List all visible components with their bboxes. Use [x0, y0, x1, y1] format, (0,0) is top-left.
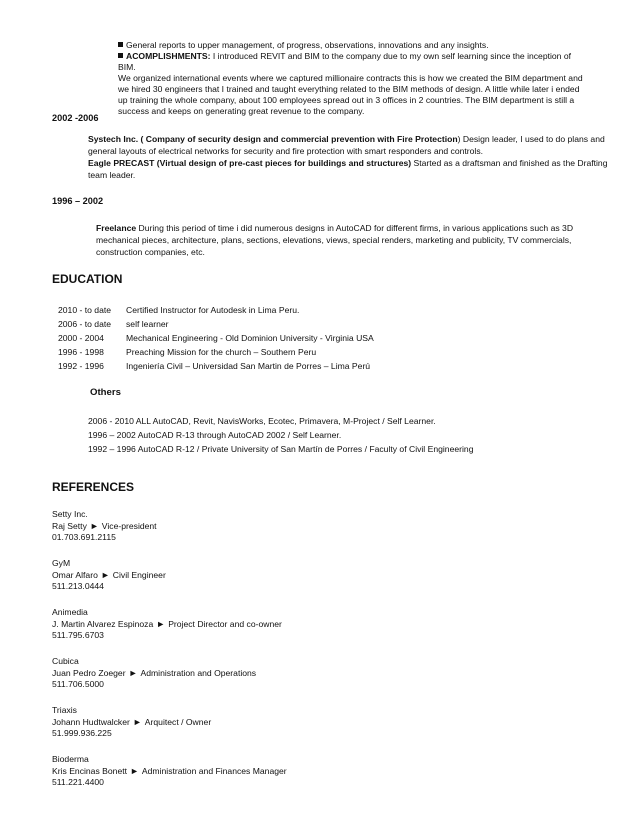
reference-name: J. Martin Alvarez Espinoza: [52, 618, 154, 629]
freelance-label: Freelance: [96, 223, 137, 233]
freelance-entry: [96, 222, 596, 258]
accomplishments-text: I introduced REVIT and BIM to the company due to my own self learning since the inception of BIM.: [118, 51, 572, 72]
others-line: 1992 – 1996 AutoCAD R-12 / Private University of San Martín de Porres / Faculty of Civil Engineering: [88, 444, 474, 454]
reference-company: Bioderma: [52, 754, 89, 764]
accomplishments-section: [118, 40, 588, 117]
reference-entry: [52, 509, 157, 544]
education-text: Preaching Mission for the church – Southern Peru: [126, 347, 317, 357]
reference-role: Civil Engineer: [112, 569, 166, 580]
reference-name: Raj Setty: [52, 520, 87, 531]
freelance-line: construction companies, etc.: [96, 247, 205, 257]
freelance-line: mechanical pieces, architecture, plans, sections, elevations, views, special renders, marketing and publicity, TV commercials,: [96, 235, 572, 245]
reference-company: Setty Inc.: [52, 509, 88, 519]
reference-role: Administration and Finances Manager: [141, 765, 287, 776]
systech-company: Systech Inc. ( Company of security design and commercial prevention with Fire Protection: [88, 134, 458, 144]
education-text: self learner: [126, 319, 169, 329]
period-heading-1996-2002: 1996 – 2002: [52, 196, 104, 206]
others-title: Others: [90, 387, 121, 398]
education-date: 1992 - 1996: [58, 361, 104, 371]
reference-role: Project Director and co-owner: [168, 618, 282, 629]
reports-text: General reports to upper management, of progress, observations, innovations and any insights.: [126, 40, 489, 50]
references-title: REFERENCES: [52, 480, 135, 494]
accomplishments-line: up training the whole company, about 100 employees spread out in 3 offices in 2 countries. The BIM department is still a: [118, 95, 575, 105]
reference-role: Arquitect / Owner: [144, 716, 212, 727]
reference-company: Cubica: [52, 656, 79, 666]
reference-entry: [52, 705, 211, 740]
education-date: 2000 - 2004: [58, 333, 104, 343]
reference-entry: [52, 558, 166, 593]
square-bullet-icon: [118, 42, 123, 47]
arrow-right-icon: ►: [132, 716, 142, 727]
education-row: [58, 303, 299, 317]
education-date: 2006 - to date: [58, 319, 112, 329]
square-bullet-icon: [118, 53, 123, 58]
others-line: 1996 – 2002 AutoCAD R-13 through AutoCAD 2002 / Self Learner.: [88, 430, 342, 440]
period-heading-2002-2006: 2002 -2006: [52, 113, 99, 123]
arrow-right-icon: ►: [89, 520, 99, 531]
reference-name: Kris Encinas Bonett: [52, 765, 127, 776]
education-date: 2010 - to date: [58, 305, 112, 315]
reference-company: GyM: [52, 558, 71, 568]
reference-name: Juan Pedro Zoeger: [52, 667, 126, 678]
reference-company: Triaxis: [52, 705, 77, 715]
freelance-text: During this period of time i did numerous designs in AutoCAD for different firms, in various applications such as 3D: [136, 223, 574, 233]
systech-description: general layouts of electrical networks for security and fire protection with smart responders and controls.: [88, 146, 484, 156]
education-row: [58, 331, 374, 345]
reference-role: Vice-president: [101, 520, 157, 531]
reference-phone: 01.703.691.2115: [52, 532, 116, 542]
accomplishments-line: We organized international events where we captured millionaire contracts this is how we created the BIM department and: [118, 73, 583, 83]
reference-name: Omar Alfaro: [52, 569, 98, 580]
education-date: 1996 - 1998: [58, 347, 104, 357]
arrow-right-icon: ►: [130, 765, 139, 776]
reference-role: Administration and Operations: [140, 667, 257, 678]
accomplishments-line: success and keeps on generating great revenue to the company.: [118, 106, 365, 116]
reference-entry: [52, 607, 282, 642]
reference-phone: 511.221.4400: [52, 777, 104, 787]
eagle-role: Started as a draftsman and finished as the Drafting: [411, 158, 608, 168]
education-text: Mechanical Engineering - Old Dominion University - Virginia USA: [126, 333, 374, 343]
reference-company: Animedia: [52, 607, 88, 617]
systech-role: ) Design leader, I used to do plans and: [457, 134, 605, 144]
systech-entry: [88, 133, 608, 181]
accomplishments-line: we hired 30 engineers that I trained and taught everything related to the BIM methods of design. A little while later i ended: [118, 84, 580, 94]
reference-entry: [52, 656, 256, 691]
education-row: [58, 345, 316, 359]
reference-entry: [52, 754, 287, 789]
others-line: 2006 - 2010 ALL AutoCAD, Revit, NavisWorks, Ecotec, Primavera, M-Project / Self Learner.: [88, 416, 436, 426]
accomplishments-label: ACOMPLISHMENTS:: [126, 51, 211, 61]
reference-phone: 511.706.5000: [52, 679, 104, 689]
education-row: [58, 359, 370, 373]
arrow-right-icon: ►: [100, 569, 110, 580]
arrow-right-icon: ►: [156, 618, 166, 629]
reference-phone: 51.999.936.225: [52, 728, 112, 738]
eagle-description: team leader.: [88, 170, 136, 180]
reference-name: Johann Hudtwalcker: [52, 716, 130, 727]
reference-phone: 511.213.0444: [52, 581, 104, 591]
eagle-company: Eagle PRECAST (Virtual design of pre-cast pieces for buildings and structures): [88, 158, 412, 168]
education-text: Certified Instructor for Autodesk in Lima Peru.: [126, 305, 300, 315]
education-row: [58, 317, 169, 331]
education-text: Ingeniería Civil – Universidad San Martin de Porres – Lima Perú: [126, 361, 371, 371]
reference-phone: 511.795.6703: [52, 630, 104, 640]
arrow-right-icon: ►: [128, 667, 138, 678]
education-title: EDUCATION: [52, 272, 123, 286]
